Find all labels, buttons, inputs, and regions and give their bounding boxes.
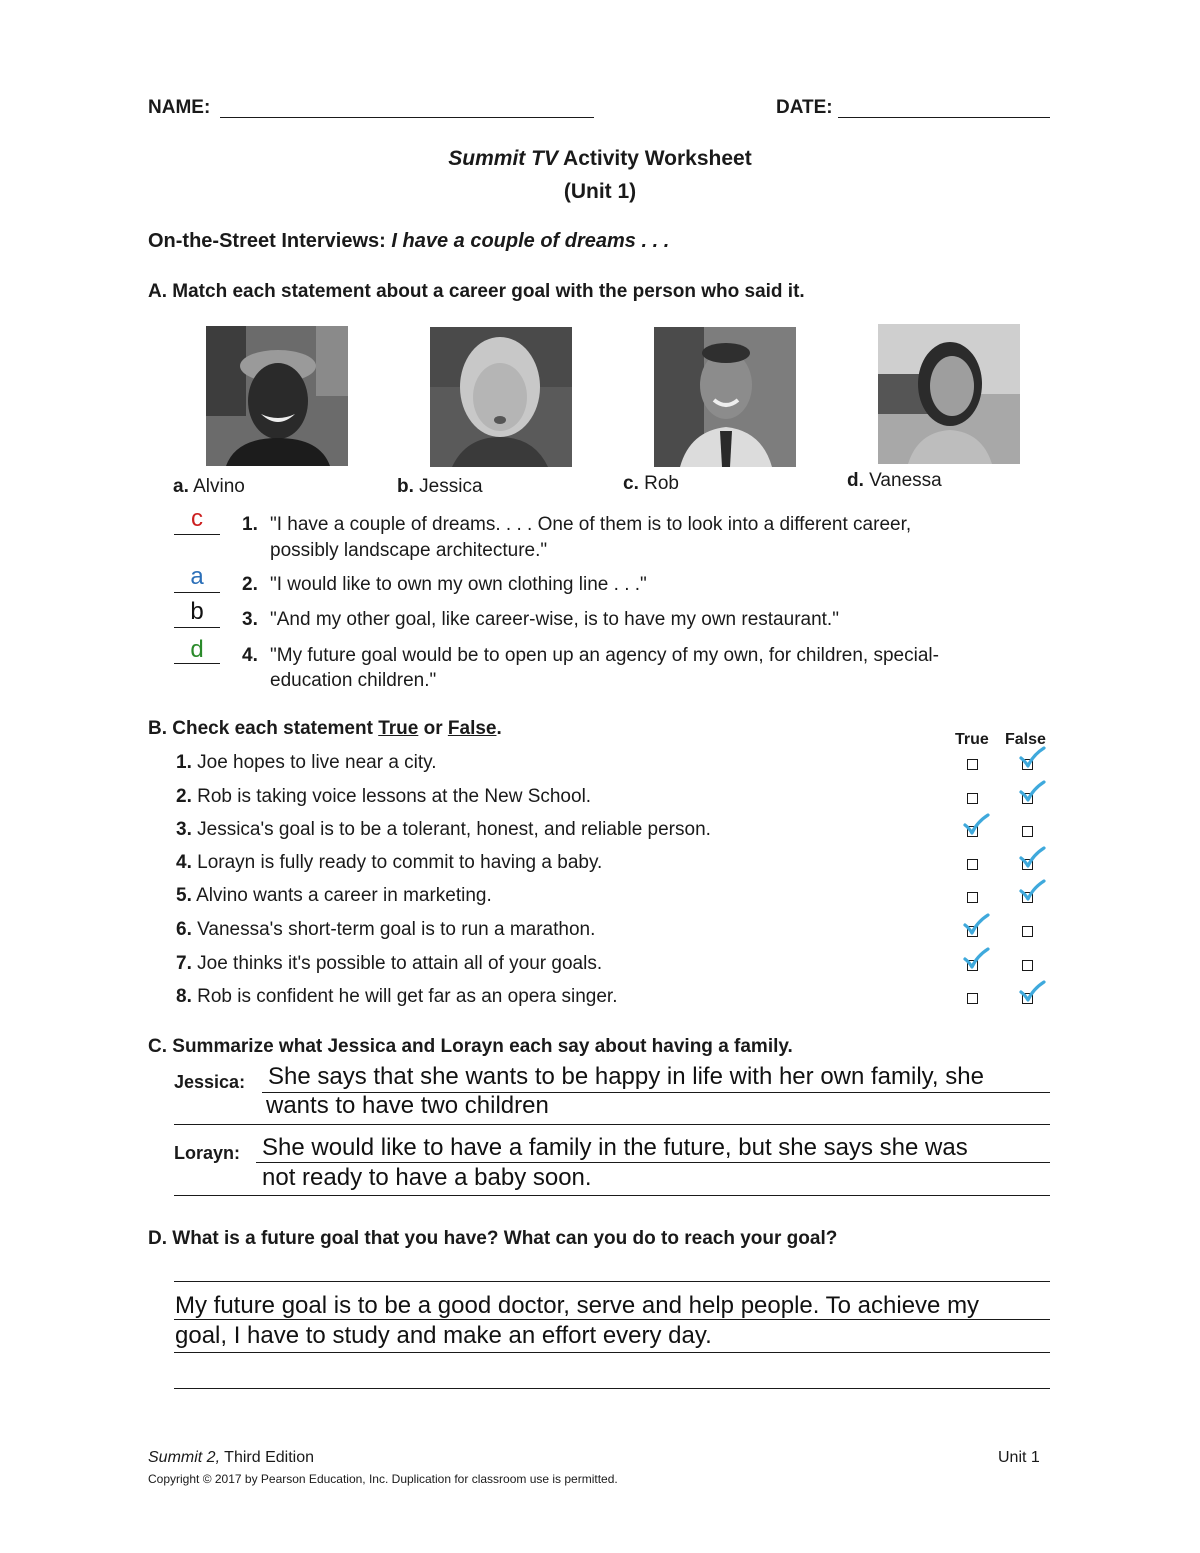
jessica-label: Jessica:	[174, 1072, 246, 1092]
lorayn-line-1	[256, 1162, 1050, 1163]
photo-alvino	[206, 326, 348, 466]
footer-copyright: Copyright © 2017 by Pearson Education, Inc. Duplication for classroom use is permitted.	[148, 1472, 618, 1486]
answer-item-1[interactable]: c	[191, 505, 203, 532]
subtitle-italic: I have a couple of dreams . . .	[385, 230, 670, 252]
worksheet-title	[0, 147, 1200, 171]
worksheet-unit: (Unit 1)	[563, 180, 637, 203]
goal-line-2	[174, 1319, 1050, 1320]
photo-vanessa	[878, 324, 1020, 464]
check-mark-icon	[1018, 746, 1046, 775]
true-checkbox[interactable]	[967, 793, 978, 804]
lorayn-label: Lorayn:	[174, 1143, 241, 1163]
check-mark-icon	[1018, 980, 1046, 1009]
tf-statement: 6. Vanessa's short-term goal is to run a marathon.	[176, 919, 596, 940]
footer-book: Summit 2, Third Edition	[148, 1449, 314, 1466]
true-checkbox[interactable]	[967, 859, 978, 870]
date-field-line[interactable]	[838, 117, 1050, 118]
name-label: NAME:	[148, 97, 211, 118]
jessica-line-2	[174, 1124, 1050, 1125]
tf-statement: 1. Joe hopes to live near a city.	[176, 752, 437, 773]
column-false: False	[1005, 731, 1046, 748]
true-checkbox[interactable]	[967, 759, 978, 770]
check-mark-icon	[1018, 846, 1046, 875]
lorayn-answer-line-2[interactable]: not ready to have a baby soon.	[262, 1164, 592, 1191]
tf-statement: 5. Alvino wants a career in marketing.	[176, 885, 492, 906]
caption-b: b. Jessica	[397, 476, 483, 497]
date-label: DATE:	[776, 97, 833, 118]
tf-statement: 7. Joe thinks it's possible to attain all of your goals.	[176, 953, 603, 974]
goal-answer-line-2[interactable]: goal, I have to study and make an effort every day.	[175, 1322, 712, 1349]
caption-d: d. Vanessa	[847, 470, 942, 491]
title-rest: Activity Worksheet	[557, 147, 752, 170]
item-number-4: 4.	[242, 645, 258, 666]
goal-line-1	[174, 1281, 1050, 1282]
false-checkbox[interactable]	[1022, 960, 1033, 971]
tf-statement: 4. Lorayn is fully ready to commit to having a baby.	[176, 852, 603, 873]
answer-blank-1	[174, 534, 220, 535]
check-mark-icon	[1018, 780, 1046, 809]
item-number-2: 2.	[242, 574, 258, 595]
true-word: True	[378, 718, 419, 739]
column-true: True	[955, 731, 989, 748]
section-d-heading: D. What is a future goal that you have? What can you do to reach your goal?	[148, 1228, 838, 1249]
lorayn-answer-line-1[interactable]: She would like to have a family in the future, but she says she was	[262, 1134, 968, 1161]
photo-jessica	[430, 327, 572, 467]
answer-item-4[interactable]: d	[190, 636, 204, 663]
item-number-3: 3.	[242, 609, 258, 630]
tf-statement: 3. Jessica's goal is to be a tolerant, honest, and reliable person.	[176, 819, 711, 840]
section-c-heading: C. Summarize what Jessica and Lorayn each say about having a family.	[148, 1036, 793, 1057]
title-italic: Summit TV	[448, 147, 558, 170]
false-checkbox[interactable]	[1022, 926, 1033, 937]
subtitle-label: On-the-Street Interviews:	[148, 230, 386, 252]
answer-blank-4	[174, 663, 220, 664]
jessica-answer-line-2[interactable]: wants to have two children	[266, 1092, 549, 1119]
statement-4-line-2: education children."	[270, 670, 437, 691]
jessica-answer-line-1[interactable]: She says that she wants to be happy in life with her own family, she	[268, 1063, 984, 1090]
goal-line-4	[174, 1388, 1050, 1389]
check-mark-icon	[962, 913, 990, 942]
true-checkbox[interactable]	[967, 993, 978, 1004]
false-checkbox[interactable]	[1022, 826, 1033, 837]
item-number-1: 1.	[242, 514, 258, 535]
check-mark-icon	[1018, 879, 1046, 908]
statement-1-line-1: "I have a couple of dreams. . . . One of them is to look into a different career,	[270, 514, 912, 535]
statement-2: "I would like to own my own clothing line . . ."	[270, 574, 647, 595]
true-checkbox[interactable]	[967, 892, 978, 903]
false-word: False	[447, 718, 497, 739]
goal-answer-line-1[interactable]: My future goal is to be a good doctor, serve and help people. To achieve my	[175, 1292, 980, 1319]
check-mark-icon	[962, 813, 990, 842]
section-a-heading: A. Match each statement about a career goal with the person who said it.	[148, 281, 805, 302]
answer-item-2[interactable]: a	[190, 563, 204, 590]
statement-4-line-1: "My future goal would be to open up an agency of my own, for children, special-	[270, 645, 939, 666]
tf-statement: 8. Rob is confident he will get far as an opera singer.	[176, 986, 618, 1007]
check-mark-icon	[962, 947, 990, 976]
caption-c: c. Rob	[623, 473, 679, 494]
answer-blank-3	[174, 627, 220, 628]
photo-rob	[654, 327, 796, 467]
caption-a: a. Alvino	[173, 476, 245, 497]
name-field-line[interactable]	[220, 117, 594, 118]
tf-statement: 2. Rob is taking voice lessons at the New School.	[176, 786, 592, 807]
subtitle	[148, 230, 669, 253]
statement-1-line-2: possibly landscape architecture."	[270, 540, 548, 561]
lorayn-line-2	[174, 1195, 1050, 1196]
section-b-heading: B. Check each statement True or False.	[148, 718, 502, 739]
goal-line-3	[174, 1352, 1050, 1353]
answer-item-3[interactable]: b	[190, 598, 204, 625]
statement-3: "And my other goal, like career-wise, is to have my own restaurant."	[270, 609, 839, 630]
answer-blank-2	[174, 592, 220, 593]
footer-unit: Unit 1	[998, 1449, 1040, 1466]
